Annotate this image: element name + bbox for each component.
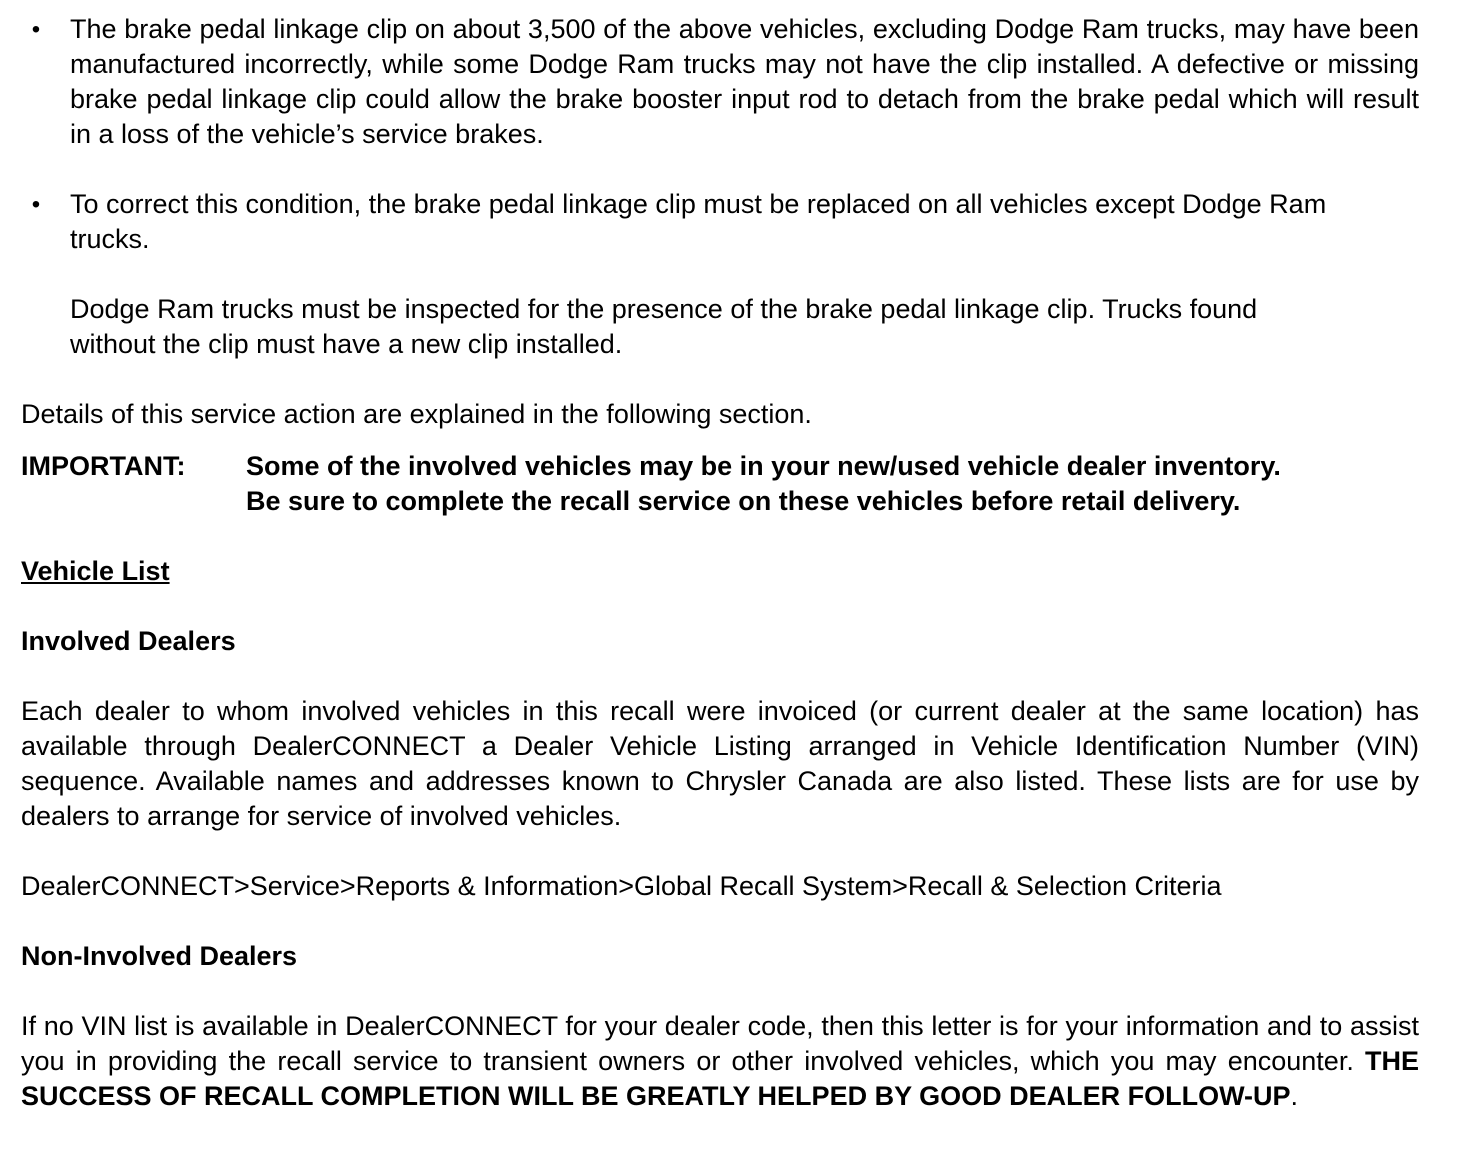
important-line-1: Some of the involved vehicles may be in your new/used vehicle dealer inventory. xyxy=(246,451,1281,481)
document-page xyxy=(21,12,1419,1114)
vehicle-list-heading: Vehicle List xyxy=(21,556,170,586)
bullet-item-defect xyxy=(21,12,1419,152)
important-label: IMPORTANT: xyxy=(21,451,186,481)
navigation-path: DealerCONNECT>Service>Reports & Information>Global Recall System>Recall & Selection Criteria xyxy=(21,871,1222,901)
non-involved-dealers-text xyxy=(21,1009,1419,1114)
follow-up-emphasis: THE SUCCESS OF RECALL COMPLETION WILL BE GREATLY HELPED BY GOOD DEALER FOLLOW-UP xyxy=(21,1046,1419,1111)
defect-description: The brake pedal linkage clip on about 3,500 of the above vehicles, excluding Dodge Ram trucks, may have been manufactured incorrectly, while some Dodge Ram trucks may not have the clip installed. A defective or missing brake pedal linkage clip could allow the brake booster input rod to detach from the brake pedal which will result in a loss of the vehicle’s service brakes. xyxy=(70,14,1419,149)
non-involved-dealers-heading: Non-Involved Dealers xyxy=(21,941,298,971)
inspection-description: Dodge Ram trucks must be inspected for the presence of the brake pedal linkage clip. Trucks found without the clip must have a new clip installed. xyxy=(70,294,1258,359)
bullet-marker: • xyxy=(31,191,41,218)
involved-dealers-heading: Involved Dealers xyxy=(21,626,236,656)
important-notice xyxy=(21,449,1419,519)
important-text xyxy=(246,449,1419,519)
important-line-2: Be sure to complete the recall service on these vehicles before retail delivery. xyxy=(246,486,1241,516)
involved-dealers-text: Each dealer to whom involved vehicles in this recall were invoiced (or current dealer at the same location) has available through DealerCONNECT a Dealer Vehicle Listing arranged in Vehicle Identification Number (VIN) sequence. Available names and addresses known to Chrysler Canada are also listed. These lists are for use by dealers to arrange for service of involved vehicles. xyxy=(21,696,1419,831)
bullet-item-correction xyxy=(21,187,1419,362)
sentence-end: . xyxy=(1290,1081,1299,1111)
bullet-marker: • xyxy=(31,16,41,43)
details-text: Details of this service action are explained in the following section. xyxy=(21,399,812,429)
non-involved-text: If no VIN list is available in DealerCONNECT for your dealer code, then this letter is for your information and to assist you in providing the recall service to transient owners or other involved vehicles, which you may encounter. xyxy=(21,1011,1419,1076)
correction-description: To correct this condition, the brake pedal linkage clip must be replaced on all vehicles except Dodge Ram trucks. xyxy=(70,189,1327,254)
